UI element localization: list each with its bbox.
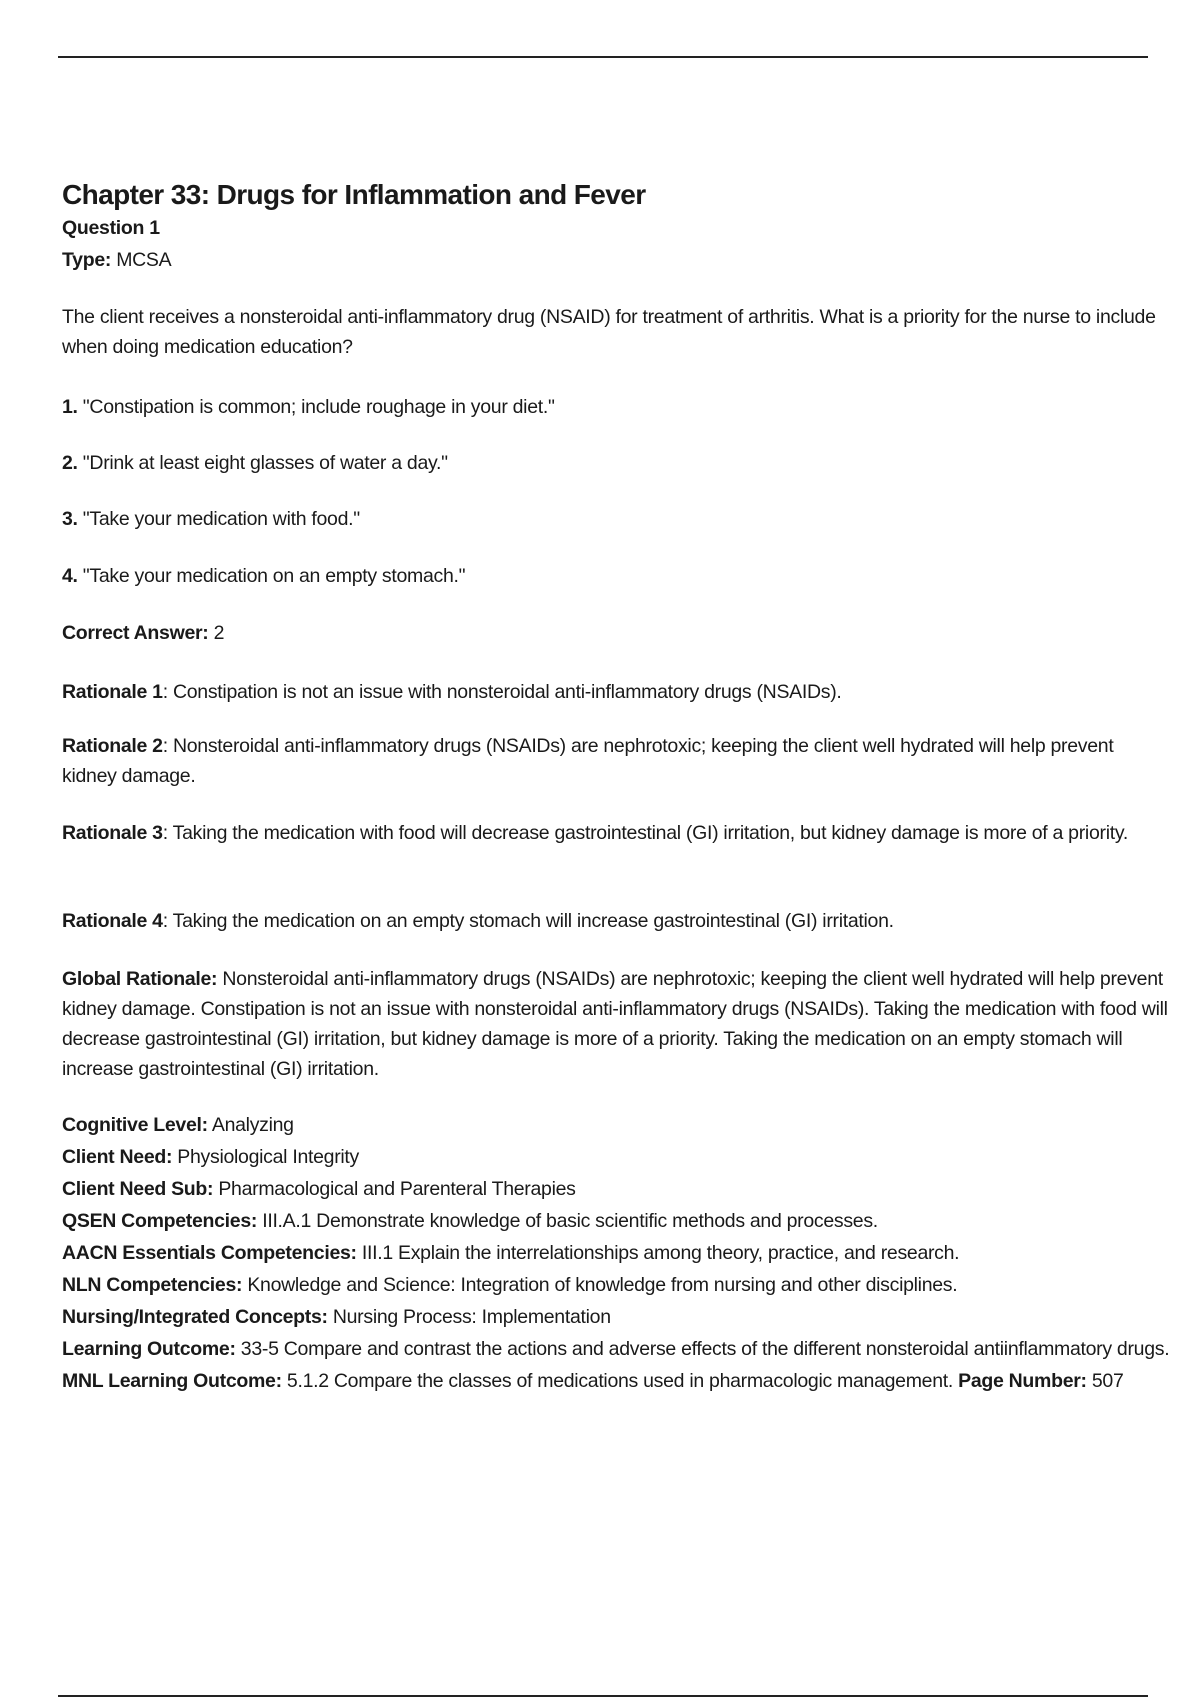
- meta-value: III.A.1 Demonstrate knowledge of basic scientific methods and processes.: [262, 1210, 878, 1232]
- meta-value: Physiological Integrity: [177, 1146, 359, 1168]
- meta-value: III.1 Explain the interrelationships among theory, practice, and research.: [361, 1242, 960, 1264]
- meta-qsen: [62, 1205, 1172, 1237]
- option-2: [62, 448, 1172, 478]
- meta-learning-outcome: [62, 1333, 1172, 1365]
- meta-label: Learning Outcome:: [62, 1338, 236, 1360]
- rationale-3: [62, 818, 1172, 848]
- option-text: "Drink at least eight glasses of water a day.": [82, 452, 448, 474]
- global-rationale: [62, 964, 1172, 1084]
- rationale-text: : Constipation is not an issue with nonsteroidal anti-inflammatory drugs (NSAIDs).: [162, 681, 842, 703]
- question-label: [62, 213, 1172, 243]
- chapter-title: Chapter 33: Drugs for Inflammation and Fever: [62, 179, 646, 210]
- rationale-label: Rationale 3: [62, 822, 163, 844]
- meta-client-need: [62, 1141, 1172, 1173]
- meta-value: Analyzing: [211, 1114, 294, 1136]
- page-number-value: 507: [1091, 1370, 1124, 1392]
- meta-label: Nursing/Integrated Concepts:: [62, 1306, 328, 1328]
- rationale-text: : Taking the medication on an empty stomach will increase gastrointestinal (GI) irritation.: [162, 910, 894, 932]
- meta-label: AACN Essentials Competencies:: [62, 1242, 357, 1264]
- question-stem: The client receives a nonsteroidal anti-inflammatory drug (NSAID) for treatment of arthritis. What is a priority for the nurse to include when doing medication education?: [62, 306, 1156, 358]
- meta-nursing-concepts: [62, 1301, 1172, 1333]
- rationale-label: Rationale 4: [62, 910, 163, 932]
- option-4: [62, 561, 1172, 591]
- meta-label: Cognitive Level:: [62, 1114, 208, 1136]
- footer-rule: [58, 1695, 1148, 1697]
- option-1: [62, 392, 1172, 422]
- meta-value: Knowledge and Science: Integration of knowledge from nursing and other disciplines.: [247, 1274, 958, 1296]
- rationale-4: [62, 906, 1172, 936]
- type-value: MCSA: [116, 249, 172, 271]
- meta-mnl-learning-outcome: [62, 1365, 1172, 1397]
- question-type: [62, 245, 1172, 275]
- meta-aacn: [62, 1237, 1172, 1269]
- meta-label: Client Need Sub:: [62, 1178, 214, 1200]
- option-text: "Take your medication on an empty stomach.": [82, 565, 466, 587]
- meta-label: Client Need:: [62, 1146, 173, 1168]
- correct-answer: [62, 618, 1172, 648]
- option-number: 1.: [62, 396, 78, 418]
- header-rule: [58, 56, 1148, 58]
- meta-label: MNL Learning Outcome:: [62, 1370, 282, 1392]
- rationale-1: [62, 677, 1172, 707]
- meta-client-need-sub: [62, 1173, 1172, 1205]
- option-number: 4.: [62, 565, 78, 587]
- global-rationale-text: Nonsteroidal anti-inflammatory drugs (NSAIDs) are nephrotoxic; keeping the client well hydrated will help prevent kidney damage. Constipation is not an issue with nonsteroidal anti-inflammatory drugs (NSAIDs). Taking the medication with food will decrease gastrointestinal (GI) irritation, but kidney damage is more of a priority. Taking the medication on an empty stomach will increase gastrointestinal (GI) irritation.: [62, 968, 1168, 1080]
- rationale-2: [62, 731, 1172, 791]
- meta-value: Pharmacological and Parenteral Therapies: [218, 1178, 576, 1200]
- question-number: Question 1: [62, 217, 160, 239]
- correct-answer-value: 2: [213, 622, 225, 644]
- correct-answer-label: Correct Answer:: [62, 622, 209, 644]
- rationale-label: Rationale 2: [62, 735, 163, 757]
- option-number: 3.: [62, 508, 78, 530]
- rationale-label: Rationale 1: [62, 681, 163, 703]
- meta-label: NLN Competencies:: [62, 1274, 243, 1296]
- meta-label: QSEN Competencies:: [62, 1210, 258, 1232]
- question-metadata: [62, 1109, 1172, 1397]
- meta-value: Nursing Process: Implementation: [332, 1306, 611, 1328]
- rationale-text: : Nonsteroidal anti-inflammatory drugs (NSAIDs) are nephrotoxic; keeping the client well hydrated will help prevent kidney damage.: [62, 735, 1114, 787]
- meta-value: 33-5 Compare and contrast the actions and adverse effects of the different nonsteroidal antiinflammatory drugs.: [240, 1338, 1170, 1360]
- option-text: "Constipation is common; include roughage in your diet.": [82, 396, 555, 418]
- option-3: [62, 504, 1172, 534]
- rationale-text: : Taking the medication with food will decrease gastrointestinal (GI) irritation, but kidney damage is more of a priority.: [162, 822, 1128, 844]
- meta-value: 5.1.2 Compare the classes of medications used in pharmacologic management.: [286, 1370, 953, 1392]
- type-label: Type:: [62, 249, 112, 271]
- option-number: 2.: [62, 452, 78, 474]
- global-rationale-label: Global Rationale:: [62, 968, 218, 990]
- option-text: "Take your medication with food.": [82, 508, 360, 530]
- meta-cognitive-level: [62, 1109, 1172, 1141]
- meta-nln: [62, 1269, 1172, 1301]
- page-number-label: Page Number:: [958, 1370, 1087, 1392]
